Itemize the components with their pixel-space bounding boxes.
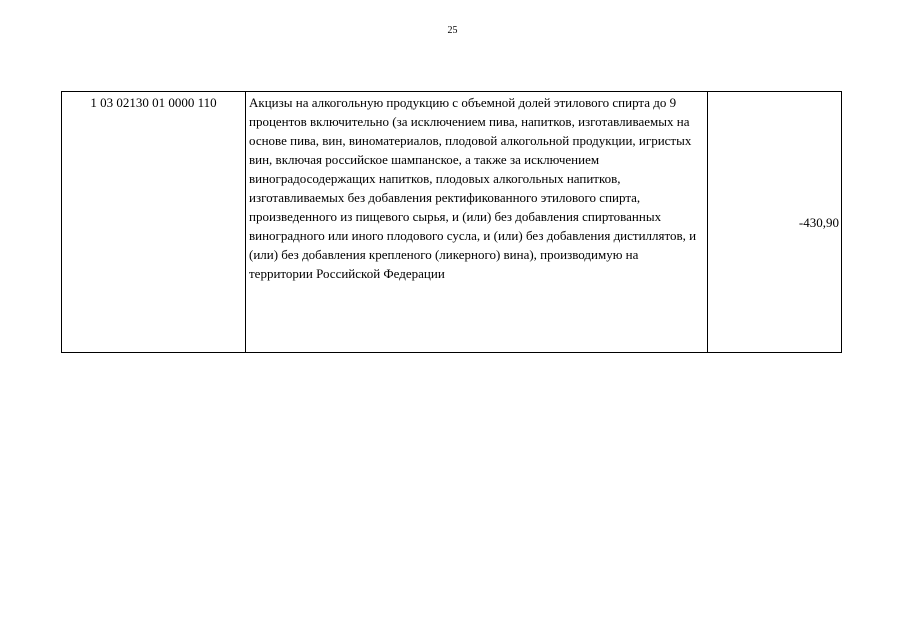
budget-table: [61, 91, 842, 353]
amount-value: -430,90: [708, 92, 842, 353]
budget-classification-code: 1 03 02130 01 0000 110: [62, 92, 246, 353]
table-row: [62, 92, 842, 353]
revenue-description: Акцизы на алкогольную продукцию с объемной долей этилового спирта до 9 процентов включительно (за исключением пива, напитков, изготавливаемых на основе пива, вин, виноматериалов, плодовой алкогольной продукции, игристых вин, включая российское шампанское, а также за исключением виноградосодержащих напитков, плодовых алкогольных напитков, изготавливаемых без добавления ректификованного этилового спирта, произведенного из пищевого сырья, и (или) без добавления спиртованных виноградного или иного плодового сусла, и (или) без добавления дистиллятов, и (или) без добавления крепленого (ликерного) вина), производимую на территории Российской Федерации: [246, 92, 708, 353]
page-number: 25: [447, 25, 458, 36]
